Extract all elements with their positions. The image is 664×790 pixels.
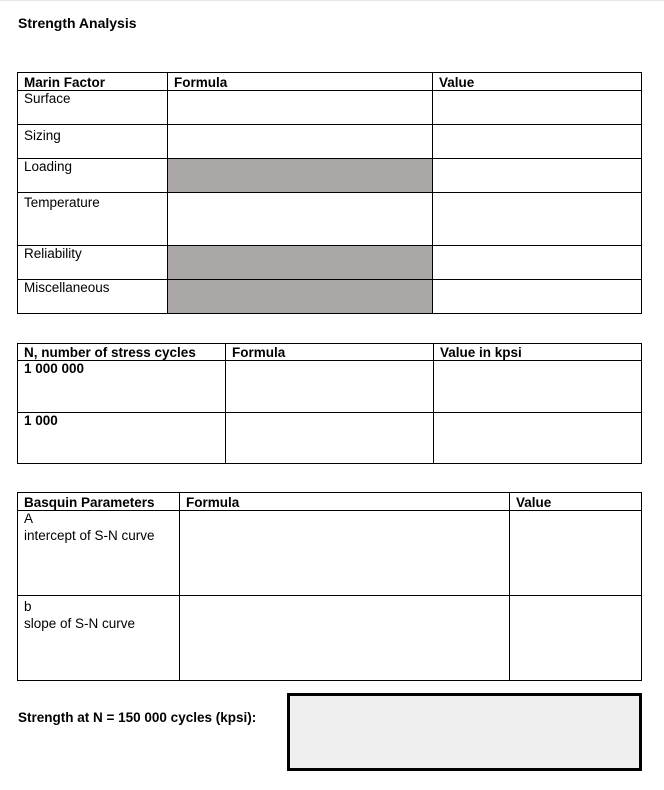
marin-factor-label: Reliability <box>18 246 168 280</box>
value-cell[interactable] <box>510 511 642 596</box>
value-cell[interactable] <box>433 91 642 125</box>
table-row <box>18 511 642 596</box>
marin-header-row <box>18 73 642 91</box>
basquin-formula-header: Formula <box>180 493 510 511</box>
marin-factor-label: Surface <box>18 91 168 125</box>
formula-cell-shaded <box>168 280 433 314</box>
marin-factor-header: Marin Factor <box>18 73 168 91</box>
formula-cell[interactable] <box>180 596 510 681</box>
basquin-value-header: Value <box>510 493 642 511</box>
formula-cell[interactable] <box>180 511 510 596</box>
formula-cell[interactable] <box>226 361 434 413</box>
formula-cell[interactable] <box>168 193 433 246</box>
cycles-value-header: Value in kpsi <box>434 344 642 361</box>
page-edge <box>0 0 664 1</box>
marin-formula-header: Formula <box>168 73 433 91</box>
formula-cell-shaded <box>168 246 433 280</box>
table-row <box>18 193 642 246</box>
basquin-parameter-header: Basquin Parameters <box>18 493 180 511</box>
marin-factor-label: Temperature <box>18 193 168 246</box>
basquin-header-row <box>18 493 642 511</box>
formula-cell[interactable] <box>226 413 434 464</box>
table-row <box>18 125 642 159</box>
value-cell[interactable] <box>433 159 642 193</box>
page-title: Strength Analysis <box>18 15 137 31</box>
cycles-formula-header: Formula <box>226 344 434 361</box>
parameter-symbol: A <box>24 511 34 526</box>
value-cell[interactable] <box>433 246 642 280</box>
stress-cycles-table <box>17 343 642 464</box>
marin-factor-label: Sizing <box>18 125 168 159</box>
value-cell[interactable] <box>433 125 642 159</box>
formula-cell[interactable] <box>168 91 433 125</box>
table-row <box>18 596 642 681</box>
cycles-n-header: N, number of stress cycles <box>18 344 226 361</box>
basquin-parameter-label <box>18 596 180 681</box>
strength-result-box[interactable] <box>287 693 642 771</box>
value-cell[interactable] <box>433 280 642 314</box>
value-cell[interactable] <box>434 361 642 413</box>
basquin-parameter-label <box>18 511 180 596</box>
parameter-description: slope of S-N curve <box>24 616 136 631</box>
cycles-n-label: 1 000 000 <box>18 361 226 413</box>
formula-cell-shaded <box>168 159 433 193</box>
parameter-symbol: b <box>24 599 32 614</box>
marin-factor-table <box>17 72 642 314</box>
table-row <box>18 361 642 413</box>
table-row <box>18 159 642 193</box>
table-row <box>18 413 642 464</box>
table-row <box>18 91 642 125</box>
cycles-n-label: 1 000 <box>18 413 226 464</box>
marin-factor-label: Miscellaneous <box>18 280 168 314</box>
cycles-header-row <box>18 344 642 361</box>
value-cell[interactable] <box>510 596 642 681</box>
formula-cell[interactable] <box>168 125 433 159</box>
table-row <box>18 280 642 314</box>
marin-factor-label: Loading <box>18 159 168 193</box>
value-cell[interactable] <box>434 413 642 464</box>
value-cell[interactable] <box>433 193 642 246</box>
strength-result-label: Strength at N = 150 000 cycles (kpsi): <box>18 710 257 725</box>
marin-value-header: Value <box>433 73 642 91</box>
parameter-description: intercept of S-N curve <box>24 528 155 543</box>
table-row <box>18 246 642 280</box>
basquin-parameters-table <box>17 492 642 681</box>
